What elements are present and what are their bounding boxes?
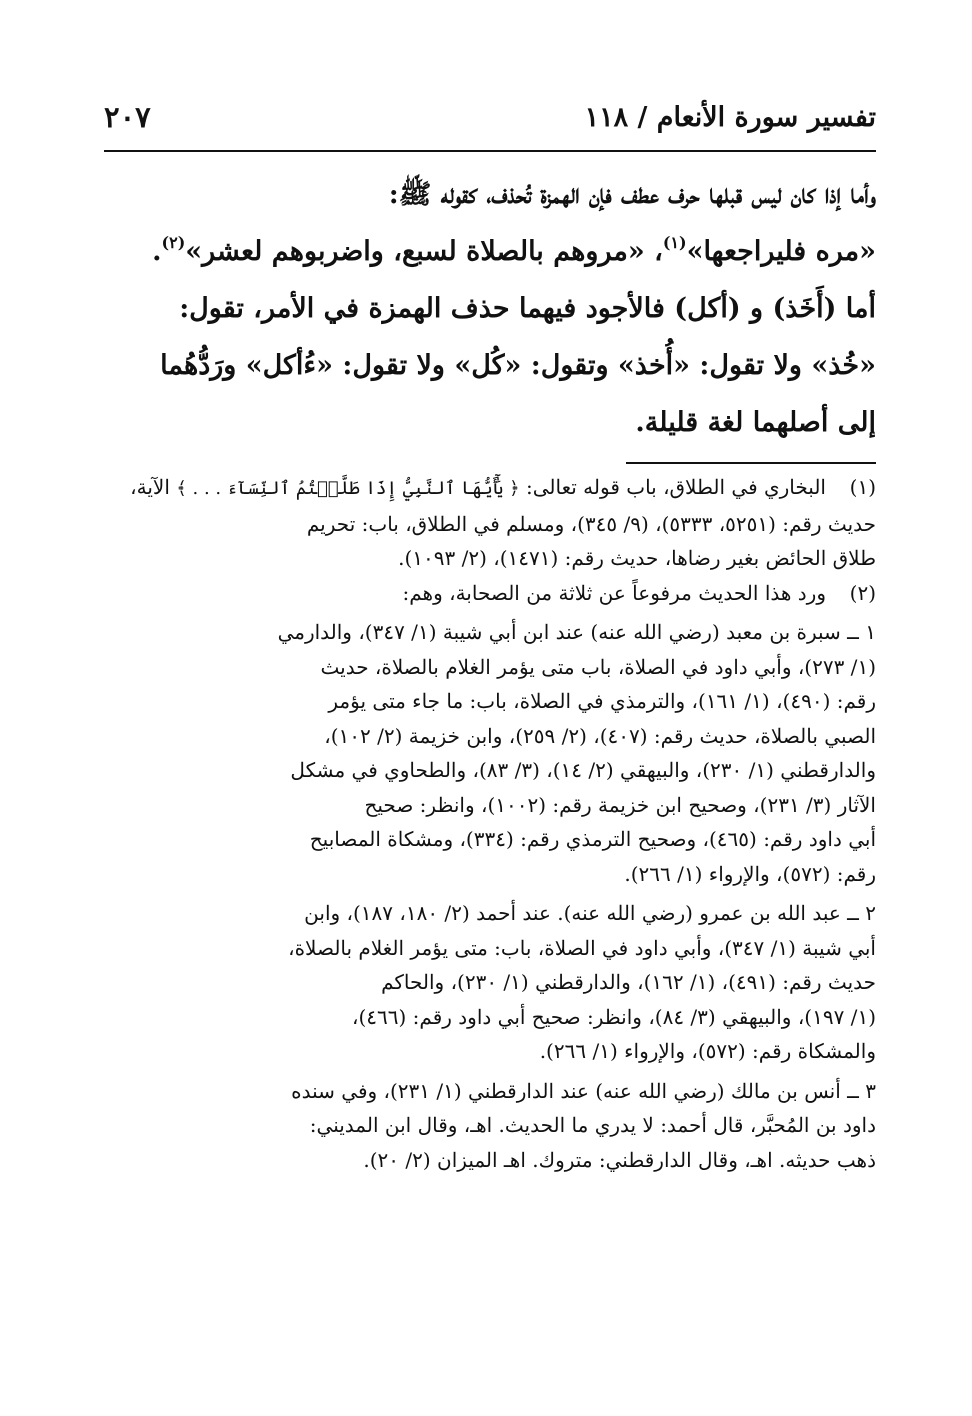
- footnote-ref[interactable]: (١): [662, 233, 687, 252]
- footnote-2-item-2: (١/ ١٩٧)، والبيهقي (٣/ ٨٤)، وانظر: صحيح أبي داود رقم: (٤٦٦)،: [351, 1004, 876, 1029]
- main-line: «مره فليراجعها»$^{(١)}$، «مروهم بالصلاة لسبع، واضربوهم لعشر»$^{(٢)}$.: [152, 233, 876, 267]
- footnote-2-item-2: حديث رقم: (٤٩١)، (١/ ١٦٢)، والدارقطني (١/ ٢٣٠)، والحاكم: [381, 970, 876, 994]
- footnote-2-item-2: والمشكاة رقم: (٥٧٢)، والإرواء (١/ ٢٦٦).: [539, 1039, 876, 1063]
- footnote-2-item-1: رقم: (٤٩٠)، (١/ ١٦١)، والترمذي في الصلاة، باب: ما جاء متى يؤمر: [328, 689, 876, 713]
- footnote-2-line: (٢)ورد هذا الحديث مرفوعاً عن ثلاثة من الصحابة، وهم:: [104, 576, 876, 611]
- page-number: ٢٠٧: [104, 100, 151, 134]
- footnote-1-line: حديث رقم: (٥٢٥١، ٥٣٣٣)، (٩/ ٣٤٥)، ومسلم في الطلاق، باب: تحريم: [306, 511, 876, 536]
- footnote-2-item-2: أبي شيبة (١/ ٣٤٧)، وأبي داود في الصلاة، باب: متى يؤمر الغلام بالصلاة،: [288, 935, 876, 960]
- footnote-2-item-1: والدارقطني (١/ ٢٣٠)، والبيهقي (٢/ ١٤)، (٣/ ٨٣)، والطحاوي في مشكل: [290, 758, 876, 782]
- footnote-2-item-3: ذهب حديثه. اهـ، وقال الدارقطني: متروك. اهـ الميزان (٢/ ٢٠).: [363, 1147, 876, 1172]
- main-text: [104, 166, 876, 451]
- hadith-quote: ، «مروهم بالصلاة لسبع، واضربوهم لعشر»: [185, 236, 663, 267]
- header-title: تفسير سورة الأنعام / ١١٨: [584, 102, 876, 133]
- main-line: «خُذ» ولا تقول: «أُخذ» وتقول: «كُل» ولا تقول: «ءُأكل» ورَدُّهُما: [160, 350, 876, 381]
- main-line: أما (أَخَذ) و (أكل) فالأجود فيهما حذف الهمزة في الأمر، تقول:: [179, 293, 876, 324]
- footnotes: [104, 470, 876, 1177]
- quran-verse: ﴿ يَٰٓأَيُّهَا ٱلنَّبِيُّ إِذَا طَلَّقۡتُمُ ٱلنِّسَآءَ . . . ﴾: [176, 478, 520, 499]
- running-header: [104, 100, 876, 146]
- footnote-marker: (٢): [849, 580, 876, 605]
- footnote-2-item-3: ٣ ــ أنس بن مالك (رضي الله عنه) عند الدارقطني (١/ ٢٣١)، وفي سنده: [291, 1078, 876, 1103]
- footnote-2-item-1: أبي داود رقم: (٤٦٥)، وصحيح الترمذي رقم: (٣٣٤)، ومشكاة المصابيح: [309, 827, 876, 851]
- header-divider: [104, 150, 876, 152]
- hadith-quote: «مره فليراجعها»: [686, 236, 876, 267]
- main-line: وأما إذا كان ليس قبلها حرف عطف فإن الهمزة تُحذف، كقوله ﷺ:: [388, 179, 876, 210]
- footnote-marker: (١): [849, 475, 876, 499]
- footnote-ref[interactable]: (٢): [161, 233, 186, 252]
- footnote-2-item-3: داود بن المُحبَّر، قال أحمد: لا يدري ما الحديث. اهـ، وقال ابن المديني:: [309, 1113, 876, 1137]
- footnote-2-item-1: ١ ــ سبرة بن معبد (رضي الله عنه) عند ابن أبي شيبة (١/ ٣٤٧)، والدارمي: [277, 620, 876, 644]
- footnote-2-item-1: الصبي بالصلاة، حديث رقم: (٤٠٧)، (٢/ ٢٥٩)، وابن خزيمة (٢/ ١٠٢)،: [324, 723, 876, 748]
- footnote-1-line: طلاق الحائض بغير رضاها، حديث رقم: (١٤٧١)، (٢/ ١٠٩٣).: [398, 546, 876, 570]
- footnote-2-item-2: ٢ ــ عبد الله بن عمرو (رضي الله عنه). عند أحمد (٢/ ١٨٠، ١٨٧)، وابن: [304, 901, 876, 925]
- footnote-divider: [626, 462, 876, 464]
- footnote-2-item-1: الآثار (٣/ ٢٣١)، وصحيح ابن خزيمة رقم: (١٠٠٢)، وانظر: صحيح: [364, 792, 876, 817]
- footnote-1-line: (١)البخاري في الطلاق، باب قوله تعالى: ﴿ يَٰٓأَيُّهَا ٱلنَّبِيُّ إِذَا طَلَّقۡتُمُ ٱلنِّسَآءَ . . . ﴾ الآية،: [104, 470, 876, 507]
- footnote-2-item-1: (١/ ٢٧٣)، وأبي داود في الصلاة، باب متى يؤمر الغلام بالصلاة، حديث: [320, 654, 876, 679]
- main-line: إلى أصلهما لغة قليلة.: [635, 407, 876, 438]
- footnote-2-item-1: رقم: (٥٧٢)، والإرواء (١/ ٢٦٦).: [624, 861, 876, 886]
